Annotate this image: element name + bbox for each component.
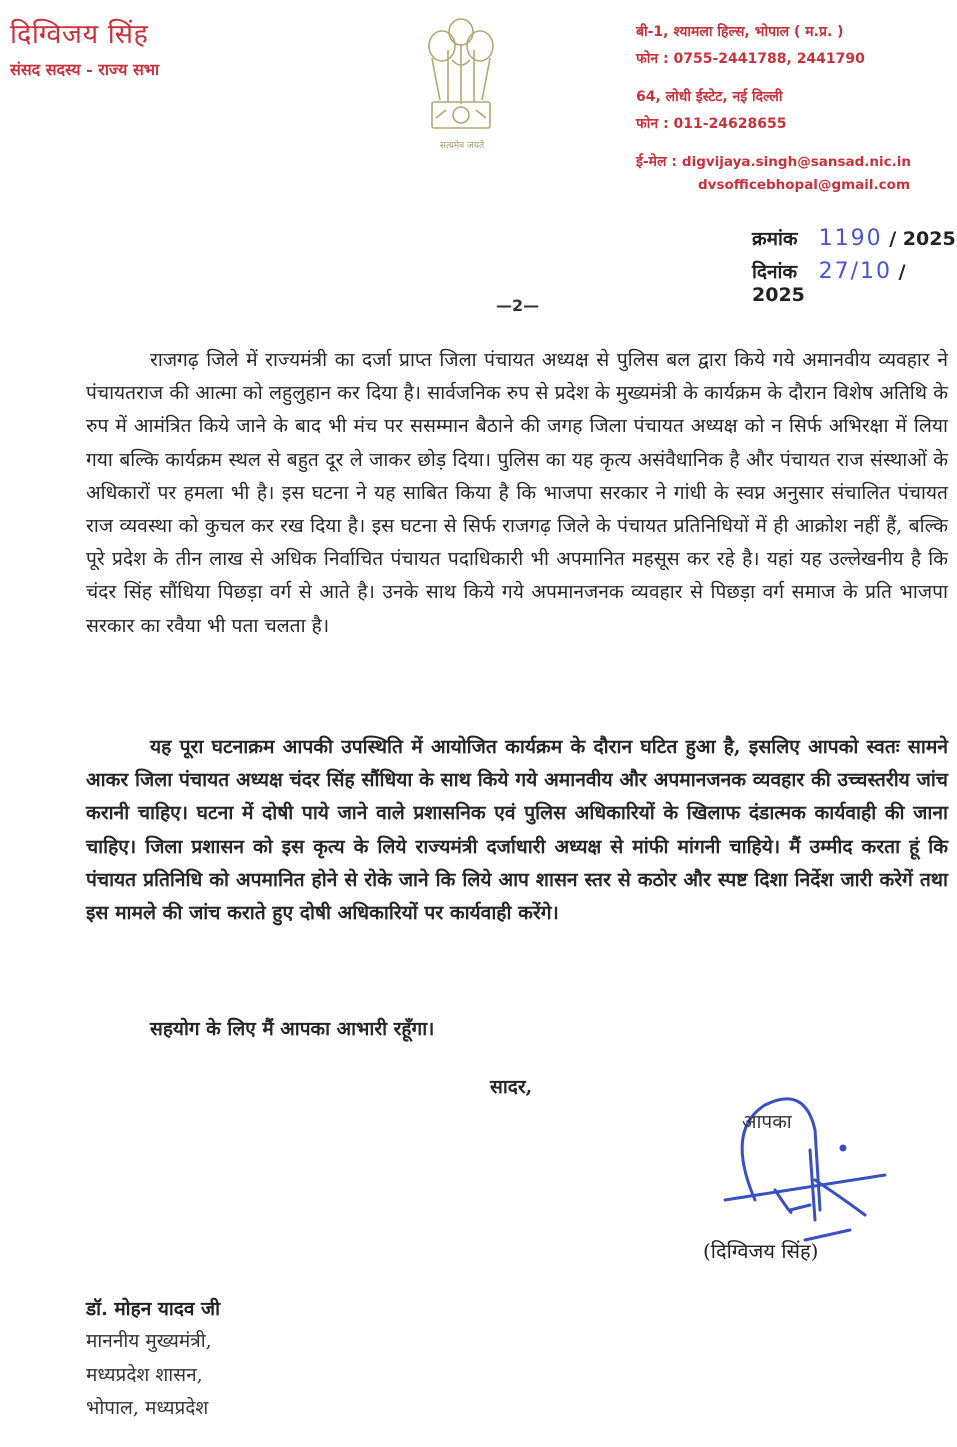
address-delhi: 64, लोधी ईस्टेट, नई दिल्ली [636, 89, 783, 105]
body-paragraph-1-text: राजगढ़ जिले में राज्यमंत्री का दर्जा प्राप्त जिला पंचायत अध्यक्ष से पुलिस बल द्वारा किये गये अमानवीय व्यवहार ने पंचायतराज की आत्मा को लहुलुहान कर दिया है। सार्वजनिक रुप से प्रदेश के मुख्यमंत्री के कार्यक्रम के दौरान विशेष अतिथि के रुप में आमंत्रित किये जाने के बाद भी मंच पर ससम्मान बैठाने की जगह जिला पंचायत अध्यक्ष को न सिर्फ अभिरक्षा में लिया गया बल्कि कार्यक्रम स्थल से बहुत दूर ले जाकर छोड़ दिया। पुलिस का यह कृत्य असंवैधानिक है और पंचायत राज संस्थाओं के अधिकारों पर हमला भी है। इस घटना ने यह साबित किया है कि भाजपा सरकार ने गांधी के स्वप्न अनुसार संचालित पंचायत राज व्यवस्था को कुचल कर रख दिया है। इस घटना से सिर्फ राजगढ़ जिले के पंचायत प्रतिनिधियों में ही आक्रोश नहीं हैं, बल्कि पूरे प्रदेश के तीन लाख से अधिक निर्वाचित पंचायत पदाधिकारी भी अपमानित महसूस कर रहे है। यहां यह उल्लेखनीय है कि चंदर सिंह सौंधिया पिछड़ा वर्ग से आते है। उनके साथ किये गये अपमानजनक व्यवहार से पिछड़ा वर्ग समाज के प्रति भाजपा सरकार का रवैया भी पता चलता है। [86, 348, 948, 637]
reference-date-year: / 2025 [752, 261, 906, 306]
reference-number-year: / 2025 [889, 228, 956, 250]
reference-number [752, 225, 956, 251]
reference-number-value: 1190 [818, 226, 883, 251]
recipient-location: भोपाल, मध्यप्रदेश [86, 1397, 209, 1419]
recipient-designation: माननीय मुख्यमंत्री, [86, 1330, 212, 1352]
emblem-motto: सत्यमेव जयते [439, 141, 485, 151]
salutation: सादर, [490, 1076, 533, 1098]
recipient-name: डॉ. मोहन यादव जी [86, 1298, 221, 1320]
body-paragraph-2-text: यह पूरा घटनाक्रम आपकी उपस्थिति में आयोजित कार्यक्रम के दौरान घटित हुआ है, इसलिए आपको स्वतः सामने आकर जिला पंचायत अध्यक्ष चंदर सिंह सौंधिया के साथ किये गये अमानवीय और अपमानजनक व्यवहार की उच्चस्तरीय जांच करानी चाहिए। घटना में दोषी पाये जाने वाले प्रशासनिक एवं पुलिस अधिकारियों के खिलाफ दंडात्मक कार्यवाही की जाना चाहिए। जिला प्रशासन को इस कृत्य के लिये राज्यमंत्री दर्जाधारी अध्यक्ष से मांफी मांगनी चाहिये। मैं उम्मीद करता हूं कि पंचायत प्रतिनिधि को अपमानित होने से रोके जाने कि लिये आप शासन स्तर से कठोर और स्पष्ट दिशा निर्देश जारी करेगें तथा इस मामले की जांच कराते हुए दोषी अधिकारियों पर कार्यवाही करेंगे। [86, 735, 948, 925]
sender-title: संसद सदस्य - राज्य सभा [10, 60, 160, 79]
email-secondary[interactable]: dvsofficebhopal@gmail.com [698, 177, 911, 193]
national-emblem-icon [418, 10, 504, 155]
thanks-line: सहयोग के लिए मैं आपका आभारी रहूँगा। [150, 1018, 435, 1040]
sender-name: दिग्विजय सिंह [10, 19, 149, 50]
email-primary[interactable]: digvijaya.singh@sansad.nic.in [681, 154, 911, 170]
reference-date-label: दिनांक [752, 261, 798, 283]
address-bhopal: बी-1, श्यामला हिल्स, भोपाल ( म.प्र. ) [636, 24, 844, 40]
reference-date-value: 27/10 [818, 259, 893, 284]
closing-yours: आपका [742, 1111, 792, 1133]
recipient-office: मध्यप्रदेश शासन, [86, 1364, 203, 1386]
reference-number-label: क्रमांक [752, 228, 798, 250]
phone-bhopal: फोन : 0755-2441788, 2441790 [636, 51, 865, 67]
body-paragraph-1 [86, 343, 948, 642]
reference-date [752, 258, 957, 306]
page-number: —2— [496, 296, 540, 315]
phone-delhi: फोन : 011-24628655 [636, 116, 787, 132]
body-paragraph-2 [86, 730, 948, 929]
email-row [636, 152, 911, 171]
email-label: ई-मेल : [636, 154, 678, 170]
signatory-name: (दिग्विजय सिंह) [703, 1239, 819, 1263]
